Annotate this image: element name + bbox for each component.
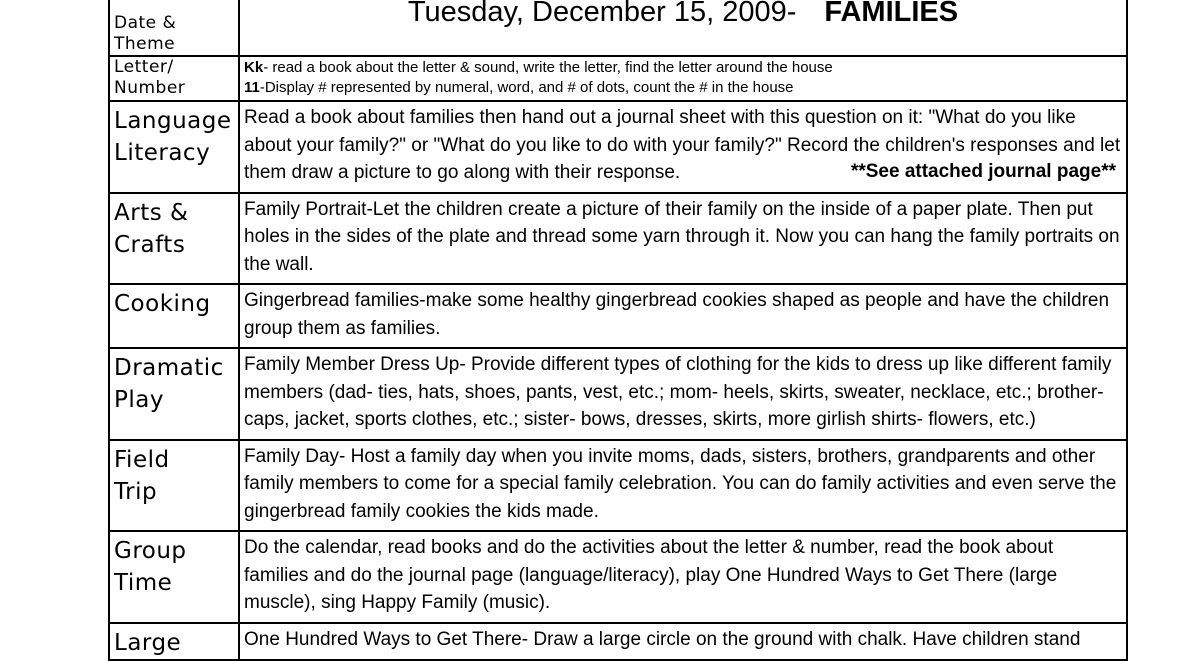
activity-row-arts-crafts bbox=[109, 193, 1127, 285]
row-label-language-literacy bbox=[109, 101, 239, 193]
activity-text: Family Day- Host a family day when you invite moms, dads, sisters, brothers, grandparents and other family members to come for a special family celebration. You can do family activities and even serve the gingerbread family cookies the kids made. bbox=[244, 445, 1117, 522]
activity-text: One Hundred Ways to Get There- Draw a large circle on the ground with chalk. Have children stand bbox=[244, 628, 1081, 650]
row-label-line1: Field bbox=[114, 446, 170, 473]
row-label-arts-crafts bbox=[109, 193, 239, 285]
header-row bbox=[109, 0, 1127, 56]
row-label-group-time bbox=[109, 531, 239, 623]
row-content-field-trip bbox=[239, 440, 1127, 532]
row-label-line1: Arts & bbox=[114, 199, 189, 226]
number-bold: 11 bbox=[244, 79, 260, 96]
row-label-cooking bbox=[109, 284, 239, 348]
row-content-dramatic-play bbox=[239, 348, 1127, 440]
activity-row-field-trip bbox=[109, 440, 1127, 532]
row-label-line1: Letter/ bbox=[114, 57, 174, 77]
activity-text: Do the calendar, read books and do the activities about the letter & number, read the book about families and do the journal page (language/literacy), play One Hundred Ways to Get There (large muscle), sing Happy Family (music). bbox=[244, 537, 1058, 613]
row-content-cooking bbox=[239, 284, 1127, 348]
theme-text: FAMILIES bbox=[824, 0, 959, 28]
activity-text: Family Member Dress Up- Provide different types of clothing for the kids to dress up like different family members (dad- ties, hats, shoes, pants, vest, etc.; mom- heels, skirts, sweater, necklace, etc.; brother- caps, jacket, sports clothes, etc.; sister- bows, dresses, skirts, more girlish shirts- flowers, etc.) bbox=[244, 354, 1112, 430]
date-theme-label bbox=[109, 0, 239, 56]
lesson-plan-sheet bbox=[108, 0, 1128, 661]
row-label-line2: Crafts bbox=[114, 231, 186, 258]
row-label-line1: Cooking bbox=[114, 291, 211, 317]
letter-number-content bbox=[239, 56, 1127, 101]
lesson-plan-table bbox=[108, 0, 1128, 661]
letter-number-row bbox=[109, 56, 1127, 101]
number-line bbox=[244, 78, 1122, 98]
row-label-line2: Number bbox=[114, 78, 186, 98]
date-theme-label-text: Date & Theme bbox=[114, 13, 177, 54]
letter-line bbox=[244, 58, 1122, 78]
row-label-line1: Group bbox=[114, 538, 187, 564]
row-label-dramatic-play bbox=[109, 348, 239, 440]
letter-number-label bbox=[109, 56, 239, 101]
row-label-line2: Time bbox=[114, 570, 173, 596]
activity-row-large-muscle bbox=[109, 623, 1127, 660]
row-label-line1: Language bbox=[114, 108, 232, 134]
letter-bold: Kk bbox=[244, 59, 264, 76]
row-content-language-literacy bbox=[239, 101, 1127, 193]
date-text: Tuesday, December 15, 2009- bbox=[407, 0, 797, 28]
row-label-line1: Large bbox=[114, 629, 182, 656]
row-content-group-time bbox=[239, 531, 1127, 623]
activity-text: Read a book about families then hand out a journal sheet with this question on it: "What do you like about your family?" or "What do you like to do with your family?" Record the children's responses and let them draw a picture to go along with their response. bbox=[244, 107, 1121, 183]
activity-row-dramatic-play bbox=[109, 348, 1127, 440]
activity-row-cooking bbox=[109, 284, 1127, 348]
row-content-arts-crafts bbox=[239, 193, 1127, 285]
activity-text: Gingerbread families-make some healthy gingerbread cookies shaped as people and have the children group them as families. bbox=[244, 290, 1110, 339]
letter-text: - read a book about the letter & sound, write the letter, find the letter around the house bbox=[263, 59, 833, 76]
row-label-line2: Literacy bbox=[114, 140, 211, 166]
activity-row-group-time bbox=[109, 531, 1127, 623]
row-label-field-trip bbox=[109, 440, 239, 532]
activity-text: Family Portrait-Let the children create a picture of their family on the inside of a paper plate. Then put holes in the sides of the plate and thread some yarn through it. Now you can hang the family portraits on the wall. bbox=[244, 198, 1120, 275]
row-label-large-muscle bbox=[109, 623, 239, 660]
row-content-large-muscle bbox=[239, 623, 1127, 660]
row-label-line2: Play bbox=[114, 387, 164, 413]
activity-row-language-literacy bbox=[109, 101, 1127, 193]
row-label-line1: Dramatic bbox=[114, 355, 224, 381]
journal-page-note: **See attached journal page** bbox=[850, 161, 1116, 182]
number-text: -Display # represented by numeral, word, and # of dots, count the # in the house bbox=[259, 79, 794, 96]
row-label-line2: Trip bbox=[114, 478, 158, 505]
page-title bbox=[239, 0, 1127, 56]
